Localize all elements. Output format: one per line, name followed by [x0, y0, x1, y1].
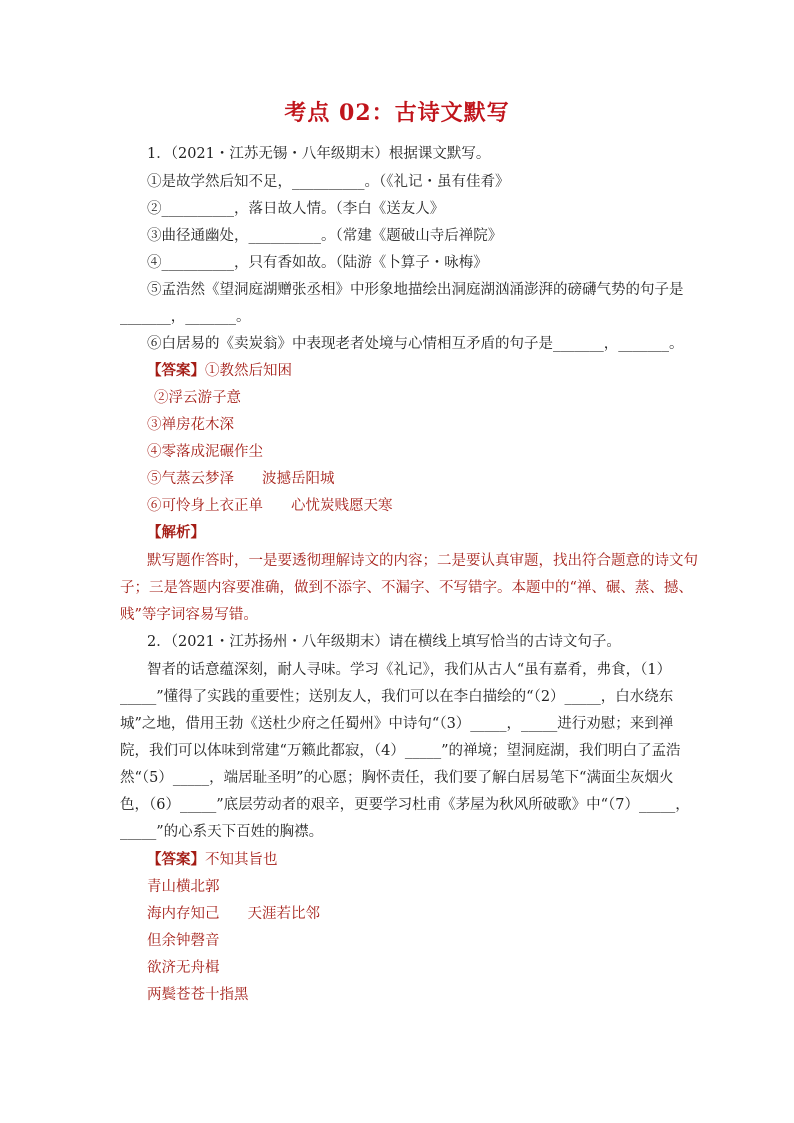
q1-item-4: ④__________，只有香如故。（陆游《卜算子・咏梅》 [147, 255, 488, 271]
q2-para-1: 智者的话意蕴深刻，耐人寻味。学习《礼记》，我们从古人“虽有嘉肴，弗食，（1） [147, 662, 672, 678]
analysis-line-3: 贱”等字词容易写错。 [120, 607, 258, 623]
q2-para-5: 然“（5）_____，端居耻圣明”的心愿；胸怀责任，我们要了解白居易笔下“满面尘灰烟火 [120, 770, 674, 786]
answer-1: ①教然后知困 [205, 363, 292, 379]
q2-para-2: _____”懂得了实践的重要性；送别友人，我们可以在李白描绘的“（2）_____，白水绕东 [120, 689, 674, 705]
q1-item-5: ⑤孟浩然《望洞庭湖赠张丞相》中形象地描绘出洞庭湖汹涌澎湃的磅礴气势的句子是 [147, 282, 684, 298]
q2-answer-6: 两鬓苍苍十指黑 [147, 987, 249, 1003]
answer-5b: 波撼岳阳城 [262, 471, 335, 487]
q2-para-7: _____”的心系天下百姓的胸襟。 [120, 824, 324, 840]
q1-item-1: ①是故学然后知不足，__________。（《礼记・虽有佳肴》 [147, 174, 510, 190]
analysis-label: 【解析】 [147, 524, 205, 541]
answer-6 [147, 496, 393, 516]
q2-answer-row [147, 850, 278, 870]
q2-para-6: 色，（6）_____”底层劳动者的艰辛，更要学习杜甫《茅屋为秋风所破歌》中“（7）_____， [120, 797, 690, 813]
q2-answer-4: 但余钟磬音 [147, 933, 220, 949]
q2-answer-3b: 天涯若比邻 [247, 906, 320, 922]
answer-5 [147, 469, 335, 489]
answer-6b: 心忧炭贱愿天寒 [291, 498, 393, 514]
q1-item-6: ⑥白居易的《卖炭翁》中表现老者处境与心情相互矛盾的句子是_______，_______。 [147, 336, 684, 352]
answer-3: ③禅房花木深 [147, 417, 234, 433]
q2-answer-2: 青山横北郭 [147, 879, 220, 895]
q2-para-3: 城”之地，借用王勃《送杜少府之任蜀州》中诗句“（3）_____，_____进行劝慰；来到禅 [120, 716, 674, 732]
q2-para-4: 院，我们可以体味到常建“万籁此都寂，（4）_____”的禅境；望洞庭湖，我们明白了孟浩 [120, 743, 681, 759]
q2-answer-3 [147, 904, 320, 924]
answer-5a: ⑤气蒸云梦泽 [147, 471, 234, 487]
answer-2: ②浮云游子意 [154, 390, 241, 406]
analysis-line-2: 子；三是答题内容要准确，做到不添字、不漏字、不写错字。本题中的“禅、碾、蒸、撼、 [120, 580, 693, 596]
q1-item-5-blanks: _______，_______。 [120, 309, 251, 325]
answer-6a: ⑥可怜身上衣正单 [147, 498, 263, 514]
answer-4: ④零落成泥碾作尘 [147, 444, 263, 460]
analysis-line-1: 默写题作答时，一是要透彻理解诗文的内容；二是要认真审题，找出符合题意的诗文句 [147, 553, 698, 569]
page-title: 考点 02：古诗文默写 [284, 100, 510, 126]
q1-item-3: ③曲径通幽处，__________。（常建《题破山寺后禅院》 [147, 228, 503, 244]
answer-label: 【答案】 [147, 362, 205, 379]
answer-label: 【答案】 [147, 851, 205, 868]
q1-answer-row [147, 361, 292, 381]
q2-answer-5: 欲济无舟楫 [147, 960, 220, 976]
q2-answer-1: 不知其旨也 [205, 852, 278, 868]
q1-stem: 1．（2021・江苏无锡・八年级期末）根据课文默写。 [147, 146, 491, 162]
q2-answer-3a: 海内存知己 [147, 906, 220, 922]
q1-item-2: ②__________，落日故人情。（李白《送友人》 [147, 201, 445, 217]
q2-stem: 2．（2021・江苏扬州・八年级期末）请在横线上填写恰当的古诗文句子。 [147, 634, 621, 650]
